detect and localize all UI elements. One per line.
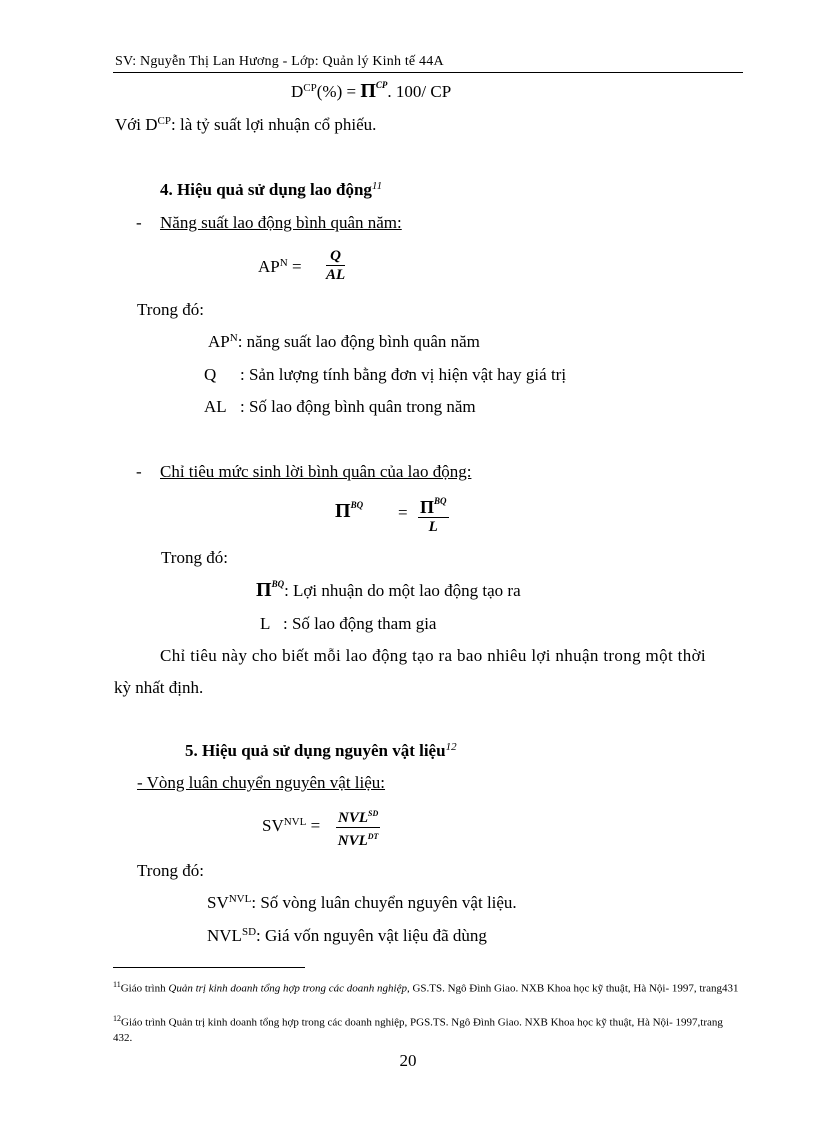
fraction-numerator-text: NVL <box>338 810 368 826</box>
fraction-numerator <box>336 806 380 828</box>
bullet-profit-per-labor: Chỉ tiêu mức sinh lời bình quân của lao động: <box>160 462 472 481</box>
formula-dcp-rhs: . 100/ CP <box>387 82 452 101</box>
formula-apn-fraction <box>326 248 345 283</box>
formula-svnvl-equals: = <box>306 816 321 835</box>
where-label: Trong đó: <box>137 861 204 880</box>
footnote-number: 11 <box>113 980 121 989</box>
bullet-dash: - <box>136 462 142 481</box>
definition-text: : Lợi nhuận do một lao động tạo ra <box>284 581 521 600</box>
pi-superscript: BQ <box>350 500 364 510</box>
formula-apn-sup: N <box>279 257 288 269</box>
formula-svnvl-lhs <box>262 816 320 836</box>
where-label: Trong đó: <box>161 548 228 567</box>
formula-pibq-lhs <box>335 500 363 523</box>
header-rule <box>113 72 743 73</box>
where-label: Trong đó: <box>137 300 204 319</box>
footnote-12 <box>113 1011 743 1046</box>
formula-pibq-fraction <box>418 492 449 535</box>
footnote-11 <box>113 977 743 997</box>
section-5-heading <box>185 741 457 761</box>
page-number: 20 <box>399 1051 417 1070</box>
fraction-denominator-sup: DT <box>367 832 379 841</box>
paragraph-line-1: Chỉ tiêu này cho biết mỗi lao động tạo ra bao nhiêu lợi nhuận trong một thời <box>160 646 706 665</box>
pi-symbol: Π <box>420 497 435 517</box>
definition-pibq <box>256 579 521 602</box>
footnote-rule <box>113 967 305 968</box>
paragraph-line-2: kỳ nhất định. <box>114 678 204 697</box>
bullet-dash: - <box>136 213 142 232</box>
section-4-heading-text: 4. Hiệu quả sử dụng lao động <box>160 180 372 199</box>
definition-sup: SD <box>241 926 257 938</box>
definition-nvlsd <box>207 926 487 946</box>
definition-al-term: AL <box>204 397 227 416</box>
fraction-denominator: L <box>428 519 438 535</box>
pi-symbol: Π <box>360 80 376 102</box>
pi-symbol: Π <box>335 500 351 522</box>
fraction-numerator-sup: SD <box>368 809 379 818</box>
pi-superscript: CP <box>375 80 388 90</box>
fraction-denominator: AL <box>326 267 346 283</box>
definition-sup: N <box>229 332 238 344</box>
pi-superscript: BQ <box>271 579 285 589</box>
definition-term: SV <box>207 893 229 912</box>
pi-symbol: Π <box>256 579 272 601</box>
footnote-number: 12 <box>113 1014 121 1023</box>
formula-apn-equals: = <box>287 257 302 276</box>
formula-dcp-lhs: D <box>291 82 304 101</box>
fraction-denominator-text: NVL <box>337 833 368 849</box>
fraction-denominator <box>336 828 380 849</box>
bullet-labor-productivity: Năng suất lao động bình quân năm: <box>160 213 402 232</box>
definition-al-text: : Số lao động bình quân trong năm <box>240 397 476 416</box>
formula-svnvl-term: SV <box>262 816 284 835</box>
footnote-text: Giáo trình <box>120 982 169 995</box>
definition-term: AP <box>208 332 230 351</box>
formula-dcp <box>291 80 451 103</box>
footnote-text: , GS.TS. Ngô Đình Giao. NXB Khoa học kỹ thuật, Hà Nội- 1997, trang431 <box>406 982 739 995</box>
note-dcp-prefix: Với D <box>115 115 158 134</box>
definition-q-term: Q <box>204 365 217 384</box>
definition-text: : năng suất lao động bình quân năm <box>237 332 480 351</box>
definition-term: NVL <box>207 926 242 945</box>
footnote-ref-11[interactable]: 11 <box>371 180 383 192</box>
formula-apn-lhs <box>258 257 302 277</box>
formula-svnvl-fraction <box>336 806 380 849</box>
footnote-book-title: Quản trị kinh doanh tổng hợp trong các doanh nghiệp <box>168 982 407 995</box>
fraction-numerator <box>418 492 449 518</box>
pi-superscript: BQ <box>434 496 447 506</box>
footnote-ref-12[interactable]: 12 <box>445 741 457 753</box>
definition-svnvl <box>207 893 517 913</box>
formula-apn-term: AP <box>258 257 280 276</box>
section-4-heading <box>160 180 382 200</box>
definition-text: : Số vòng luân chuyển nguyên vật liệu. <box>251 893 517 912</box>
definition-l-term: L <box>260 614 271 633</box>
note-dcp-text: : là tỷ suất lợi nhuận cổ phiếu. <box>171 115 377 134</box>
fraction-numerator: Q <box>326 248 345 266</box>
note-dcp <box>115 115 376 135</box>
definition-sup: NVL <box>228 893 252 905</box>
definition-l-text: : Số lao động tham gia <box>283 614 437 633</box>
note-dcp-sup: CP <box>157 115 171 127</box>
section-5-heading-text: 5. Hiệu quả sử dụng nguyên vật liệu <box>185 741 446 760</box>
page-header: SV: Nguyễn Thị Lan Hương - Lớp: Quản lý Kinh tế 44A <box>115 54 444 69</box>
definition-apn <box>208 332 480 352</box>
footnote-text: Giáo trình Quản trị kinh doanh tổng hợp trong các doanh nghiệp, PGS.TS. Ngô Đình Giao. NXB Khoa học kỹ thuật, Hà Nội- 1997,trang 432. <box>113 1016 723 1044</box>
definition-q-text: : Sản lượng tính bằng đơn vị hiện vật hay giá trị <box>240 365 567 384</box>
formula-dcp-equals: (%) = <box>316 82 361 101</box>
formula-svnvl-sup: NVL <box>283 816 307 828</box>
formula-pibq-equals: = <box>398 503 408 522</box>
definition-text: : Giá vốn nguyên vật liệu đã dùng <box>256 926 487 945</box>
formula-dcp-lhs-sup: CP <box>303 82 317 94</box>
bullet-material-turnover: - Vòng luân chuyển nguyên vật liệu: <box>137 773 386 792</box>
